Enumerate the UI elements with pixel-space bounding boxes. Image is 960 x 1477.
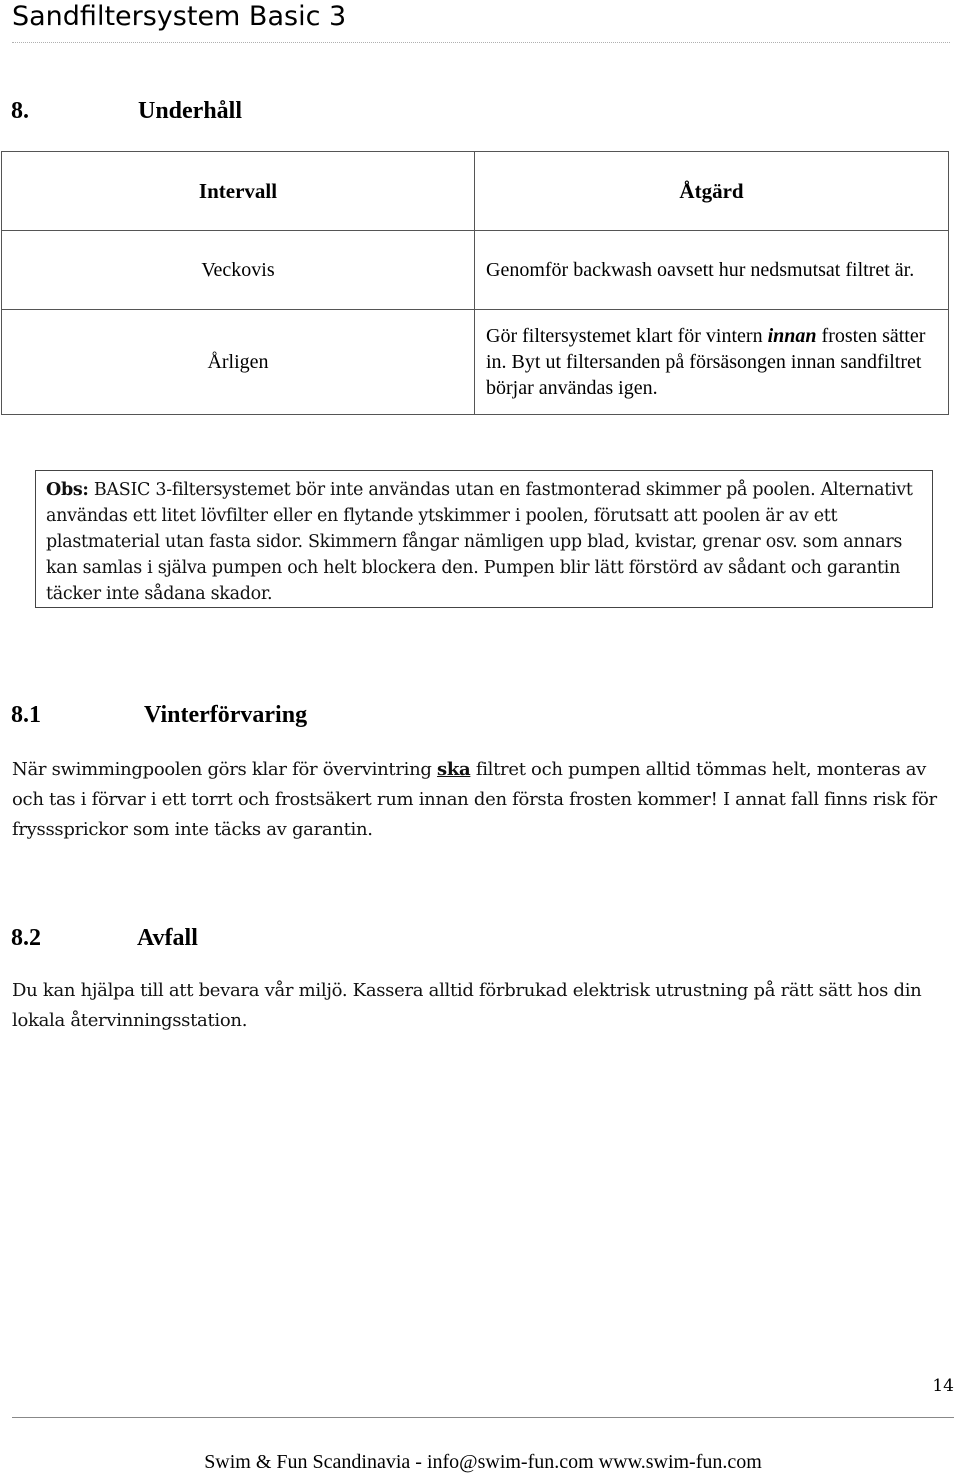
action-cell bbox=[475, 310, 949, 415]
section-title: Vinterförvaring bbox=[144, 702, 308, 728]
table-row bbox=[2, 310, 949, 415]
note-text: BASIC 3-filtersystemet bör inte användas utan en fastmonterad skimmer på poolen. Alternativt användas ett litet lövfilter eller en flytande ytskimmer i poolen, förutsatt att poolen är av ett plastmaterial utan fasta sidor. Skimmern fångar nämligen upp blad, kvistar, grenar osv. som annars kan samlas i själva pumpen och helt blockera den. Pumpen blir lätt förstörd av sådant och garantin täcker inte sådana skador. bbox=[46, 480, 913, 604]
table-header-row bbox=[2, 152, 949, 231]
footer-contact: Swim & Fun Scandinavia - info@swim-fun.com www.swim-fun.com bbox=[204, 1451, 762, 1473]
title-divider bbox=[12, 42, 950, 43]
waste-paragraph: Du kan hjälpa till att bevara vår miljö. Kassera alltid förbrukad elektrisk utrustning på rätt sätt hos din lokala återvinningsstation. bbox=[12, 980, 922, 1031]
action-emphasis: innan bbox=[767, 325, 817, 347]
section-title: Avfall bbox=[137, 925, 198, 951]
footer-divider bbox=[12, 1417, 954, 1418]
action-text-before: Gör filtersystemet klart för vintern bbox=[486, 325, 768, 347]
section-title: Underhåll bbox=[138, 98, 243, 124]
action-cell: Genomför backwash oavsett hur nedsmutsat filtret är. bbox=[475, 231, 949, 310]
section-heading-waste bbox=[11, 923, 198, 953]
note-box bbox=[35, 470, 933, 608]
note-label: Obs: bbox=[46, 480, 89, 500]
maintenance-table bbox=[1, 151, 949, 415]
paragraph-emphasis: ska bbox=[437, 759, 471, 780]
interval-cell: Veckovis bbox=[2, 231, 475, 310]
section-number: 8.2 bbox=[11, 925, 41, 951]
page-number: 14 bbox=[932, 1376, 954, 1396]
column-header-action: Åtgärd bbox=[475, 152, 949, 231]
column-header-interval: Intervall bbox=[2, 152, 475, 231]
section-number: 8.1 bbox=[11, 702, 41, 728]
section-heading-maintenance bbox=[11, 96, 243, 126]
interval-cell: Årligen bbox=[2, 310, 475, 415]
paragraph-text-after: filtret och pumpen alltid tömmas helt, monteras av och tas i förvar i ett torrt och frostsäkert rum innan den första frosten kommer! I annat fall finns risk för frysssprickor som inte täcks av garantin. bbox=[12, 759, 937, 840]
section-number: 8. bbox=[11, 98, 29, 124]
winter-storage-paragraph bbox=[12, 755, 956, 845]
table-row bbox=[2, 231, 949, 310]
section-heading-winter-storage bbox=[11, 700, 308, 730]
document-title: Sandfiltersystem Basic 3 bbox=[12, 1, 347, 32]
action-text-after: frosten sätter in. Byt ut filtersanden på försäsongen innan sandfiltret börjar användas igen. bbox=[486, 325, 926, 399]
paragraph-text-before: När swimmingpoolen görs klar för övervintring bbox=[12, 759, 438, 780]
